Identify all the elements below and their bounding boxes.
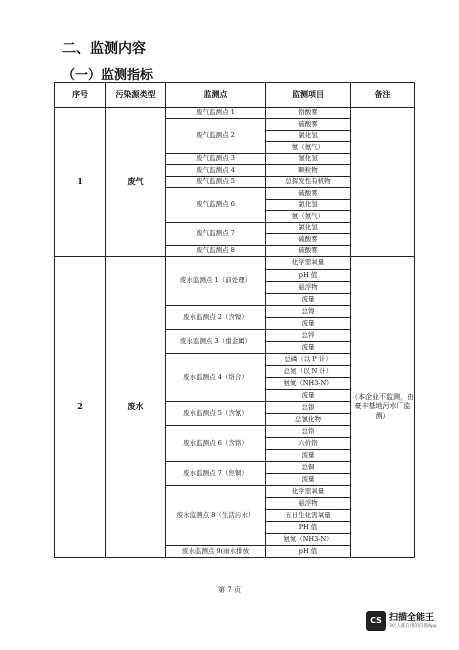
monitoring-item-cell: 流量 bbox=[266, 294, 351, 306]
section-heading: 二、监测内容 bbox=[62, 41, 146, 57]
monitoring-item-cell: 氰化氢 bbox=[266, 154, 351, 165]
monitoring-item-cell: 总氰化物 bbox=[266, 414, 351, 426]
monitoring-point-cell: 废气监测点 7 bbox=[166, 223, 266, 246]
monitoring-point-cell: 废水监测点 6（含铬） bbox=[166, 426, 266, 462]
header-monitoring-point: 监测点 bbox=[166, 83, 266, 108]
monitoring-point-cell: 废水监测点 7（焦铜） bbox=[166, 462, 266, 486]
monitoring-item-cell: 总镍 bbox=[266, 306, 351, 318]
header-remark: 备注 bbox=[351, 83, 415, 108]
row-number-cell: 2 bbox=[55, 257, 106, 558]
monitoring-item-cell: 流量 bbox=[266, 474, 351, 486]
subsection-heading: （一）监测指标 bbox=[62, 68, 154, 83]
monitoring-item-cell: 总银 bbox=[266, 402, 351, 414]
monitoring-point-cell: 废水监测点 4（络合） bbox=[166, 354, 266, 402]
monitoring-item-cell: PH 值 bbox=[266, 522, 351, 534]
monitoring-item-cell: 化学需氧量 bbox=[266, 257, 351, 270]
watermark-tagline: 3亿人都在用的扫描App bbox=[389, 624, 437, 629]
monitoring-item-cell: 硫酸雾 bbox=[266, 188, 351, 200]
monitoring-item-cell: 铬酸雾 bbox=[266, 108, 351, 119]
monitoring-item-cell: 总铜 bbox=[266, 462, 351, 474]
table-header-row bbox=[55, 83, 415, 108]
monitoring-item-cell: 流量 bbox=[266, 390, 351, 402]
monitoring-point-cell: 废气监测点 8 bbox=[166, 246, 266, 257]
monitoring-item-cell: 总挥发性有机物 bbox=[266, 177, 351, 188]
monitoring-point-cell: 废气监测点 3 bbox=[166, 154, 266, 165]
monitoring-point-cell: 废水监测点 1（前处理） bbox=[166, 257, 266, 306]
source-type-cell: 废水 bbox=[106, 257, 166, 558]
remark-cell bbox=[351, 108, 415, 257]
monitoring-item-cell: pH 值 bbox=[266, 546, 351, 558]
monitoring-item-cell: 颗粒物 bbox=[266, 165, 351, 177]
monitoring-item-cell: pH 值 bbox=[266, 270, 351, 282]
monitoring-item-cell: 悬浮物 bbox=[266, 282, 351, 294]
monitoring-item-cell: 五日生化需氧量 bbox=[266, 510, 351, 522]
monitoring-item-cell: 总磷（以 P 计） bbox=[266, 354, 351, 366]
table-body bbox=[55, 108, 415, 558]
monitoring-point-cell: 废气监测点 2 bbox=[166, 119, 266, 154]
monitoring-item-cell: 氯化氢 bbox=[266, 200, 351, 211]
header-monitoring-item: 监测项目 bbox=[266, 83, 351, 108]
monitoring-item-cell: 氯化氢 bbox=[266, 131, 351, 142]
remark-cell: （本企业不监测，由豪丰基地污水厂监测） bbox=[351, 257, 415, 558]
monitoring-item-cell: 悬浮物 bbox=[266, 498, 351, 510]
monitoring-point-cell: 废水监测点 9(雨水排放 bbox=[166, 546, 266, 558]
monitoring-item-cell: 硫酸雾 bbox=[266, 246, 351, 257]
monitoring-item-cell: 氨（氨气） bbox=[266, 211, 351, 223]
table-row bbox=[55, 108, 415, 119]
monitoring-item-cell: 氨氮（NH3-N） bbox=[266, 378, 351, 390]
table-row bbox=[55, 257, 415, 270]
scanner-watermark bbox=[366, 609, 452, 635]
monitoring-item-cell: 流量 bbox=[266, 450, 351, 462]
monitoring-item-cell: 流量 bbox=[266, 318, 351, 330]
monitoring-point-cell: 废水监测点 5（含氰） bbox=[166, 402, 266, 426]
monitoring-point-cell: 废水监测点 8（生活污水） bbox=[166, 486, 266, 546]
monitoring-item-cell: 总锌 bbox=[266, 330, 351, 342]
monitoring-point-cell: 废气监测点 4 bbox=[166, 165, 266, 177]
monitoring-point-cell: 废水监测点 2（含镍） bbox=[166, 306, 266, 330]
source-type-cell: 废气 bbox=[106, 108, 166, 257]
row-number-cell: 1 bbox=[55, 108, 106, 257]
monitoring-item-cell: 流量 bbox=[266, 342, 351, 354]
scanner-logo-icon: CS bbox=[366, 611, 386, 631]
header-source-type: 污染源类型 bbox=[106, 83, 166, 108]
monitoring-item-cell: 硫酸雾 bbox=[266, 119, 351, 131]
monitoring-item-cell: 六价铬 bbox=[266, 438, 351, 450]
monitoring-item-cell: 总铬 bbox=[266, 426, 351, 438]
monitoring-point-cell: 废气监测点 5 bbox=[166, 177, 266, 188]
monitoring-item-cell: 氯化氢 bbox=[266, 223, 351, 234]
monitoring-item-cell: 氨氮（NH3-N） bbox=[266, 534, 351, 546]
monitoring-item-cell: 化学需氧量 bbox=[266, 486, 351, 498]
monitoring-point-cell: 废水监测点 3（重金属） bbox=[166, 330, 266, 354]
header-no: 序号 bbox=[55, 83, 106, 108]
monitoring-table bbox=[54, 82, 415, 558]
page-number: 第 7 页 bbox=[218, 586, 241, 594]
watermark-name: 扫描全能王 bbox=[389, 613, 435, 623]
monitoring-item-cell: 总氮（以 N 计） bbox=[266, 366, 351, 378]
monitoring-point-cell: 废气监测点 1 bbox=[166, 108, 266, 119]
monitoring-point-cell: 废气监测点 6 bbox=[166, 188, 266, 223]
monitoring-item-cell: 氨（氨气） bbox=[266, 142, 351, 154]
monitoring-item-cell: 硫酸雾 bbox=[266, 234, 351, 246]
